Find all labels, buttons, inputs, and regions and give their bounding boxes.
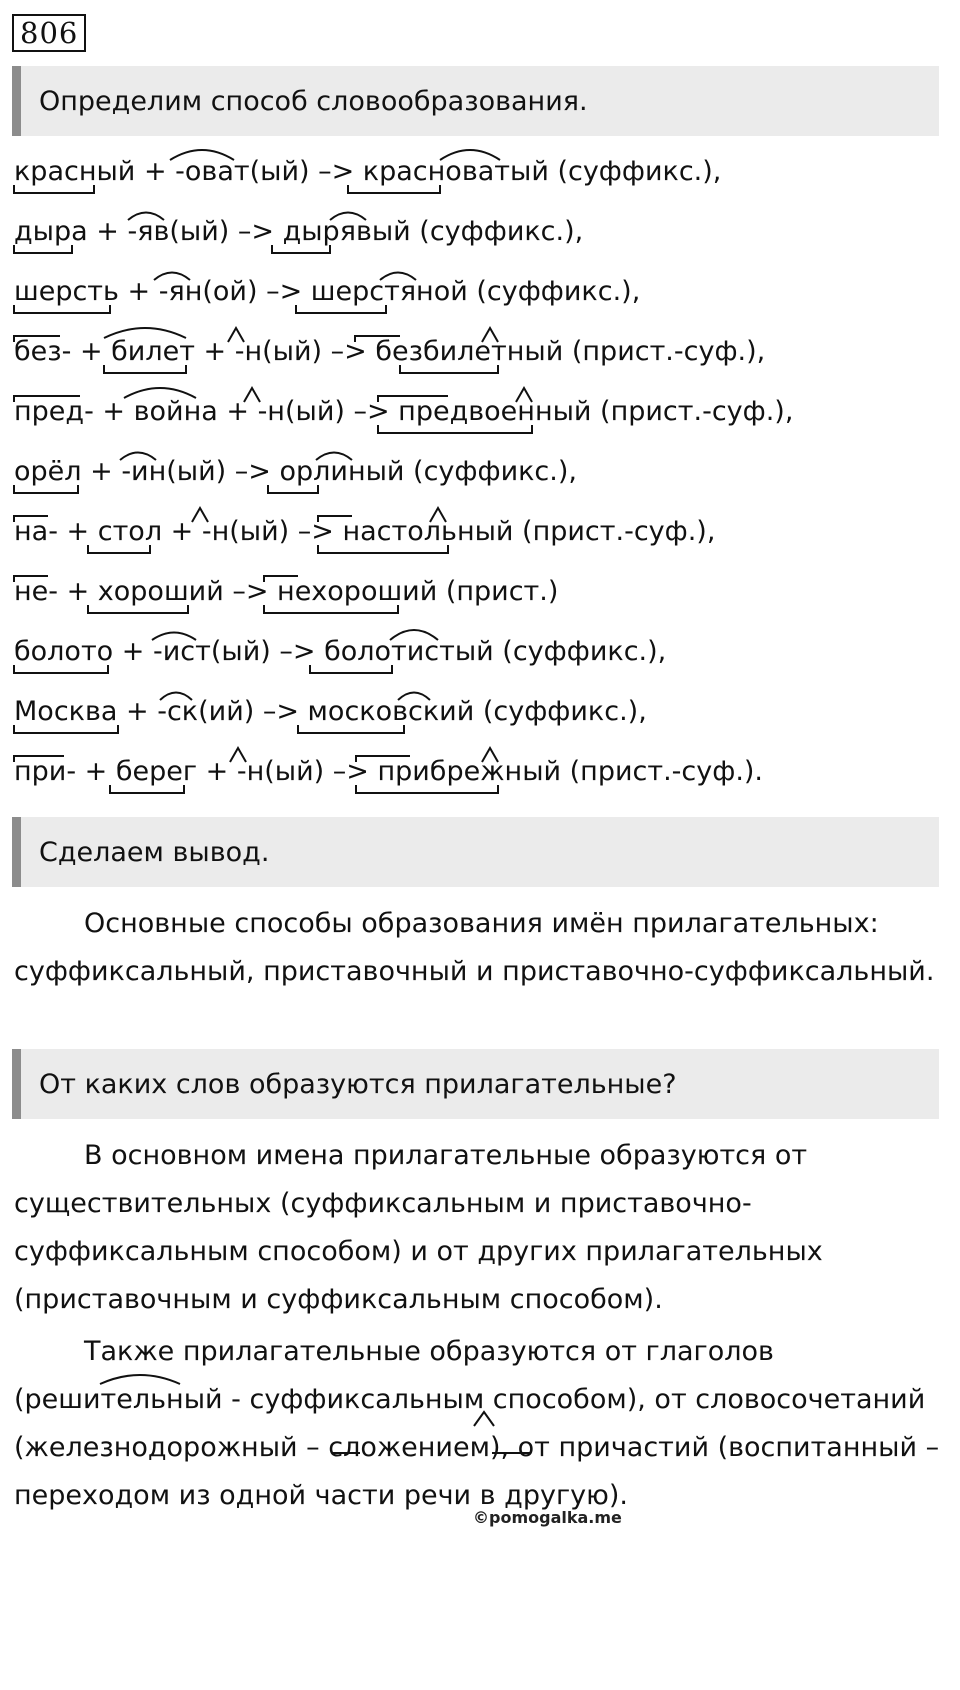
section-header-conclusion-text: Сделаем вывод.: [39, 836, 270, 868]
derivation-line: дыра + -яв(ый) –> дырявый (суффикс.),: [14, 216, 584, 247]
exercise-number: 806: [12, 14, 86, 52]
answer-paragraph-1: [14, 1132, 944, 1324]
watermark: ©pomogalka.me: [473, 1508, 622, 1527]
derivation-line: красный + -оват(ый) –> красноватый (суффикс.),: [14, 156, 722, 187]
derivation-line: на- + стол + -н(ый) –> настольный (прист.-суф.),: [14, 516, 716, 547]
derivation-line: пред- + война + -н(ый) –> предвоенный (прист.-суф.),: [14, 396, 794, 427]
derivation-line: Москва + -ск(ий) –> московский (суффикс.),: [14, 696, 647, 727]
answer-text-2: Также прилагательные образуются от глаголов (решительный - суффиксальным способом), от словосочетаний (железнодорожный – сложением), от причастий (воспитанный – переходом из одной части речи в другую).: [14, 1336, 940, 1511]
section-header-conclusion: [12, 817, 939, 887]
answer-paragraph-2: [14, 1328, 944, 1520]
conclusion-text: Основные способы образования имён прилагательных: суффиксальный, приставочный и приставочно-суффиксальный.: [14, 908, 935, 987]
section-header-question: [12, 1049, 939, 1119]
derivation-line: без- + билет + -н(ый) –> безбилетный (прист.-суф.),: [14, 336, 766, 367]
derivation-line: не- + хороший –> нехороший (прист.): [14, 576, 559, 607]
section-header-method-text: Определим способ словообразования.: [39, 85, 588, 117]
derivation-line: болото + -ист(ый) –> болотистый (суффикс.),: [14, 636, 667, 667]
section-header-method: [12, 66, 939, 136]
conclusion-paragraph: [14, 900, 944, 996]
derivation-line: орёл + -ин(ый) –> орлиный (суффикс.),: [14, 456, 577, 487]
derivation-line: шерсть + -ян(ой) –> шерстяной (суффикс.),: [14, 276, 641, 307]
answer-text-1: В основном имена прилагательные образуются от существительных (суффиксальным и приставочно-суффиксальным способом) и от других прилагательных (приставочным и суффиксальным способом).: [14, 1140, 823, 1315]
section-header-question-text: От каких слов образуются прилагательные?: [39, 1068, 677, 1100]
derivation-line: при- + берег + -н(ый) –> прибрежный (прист.-суф.).: [14, 756, 764, 787]
